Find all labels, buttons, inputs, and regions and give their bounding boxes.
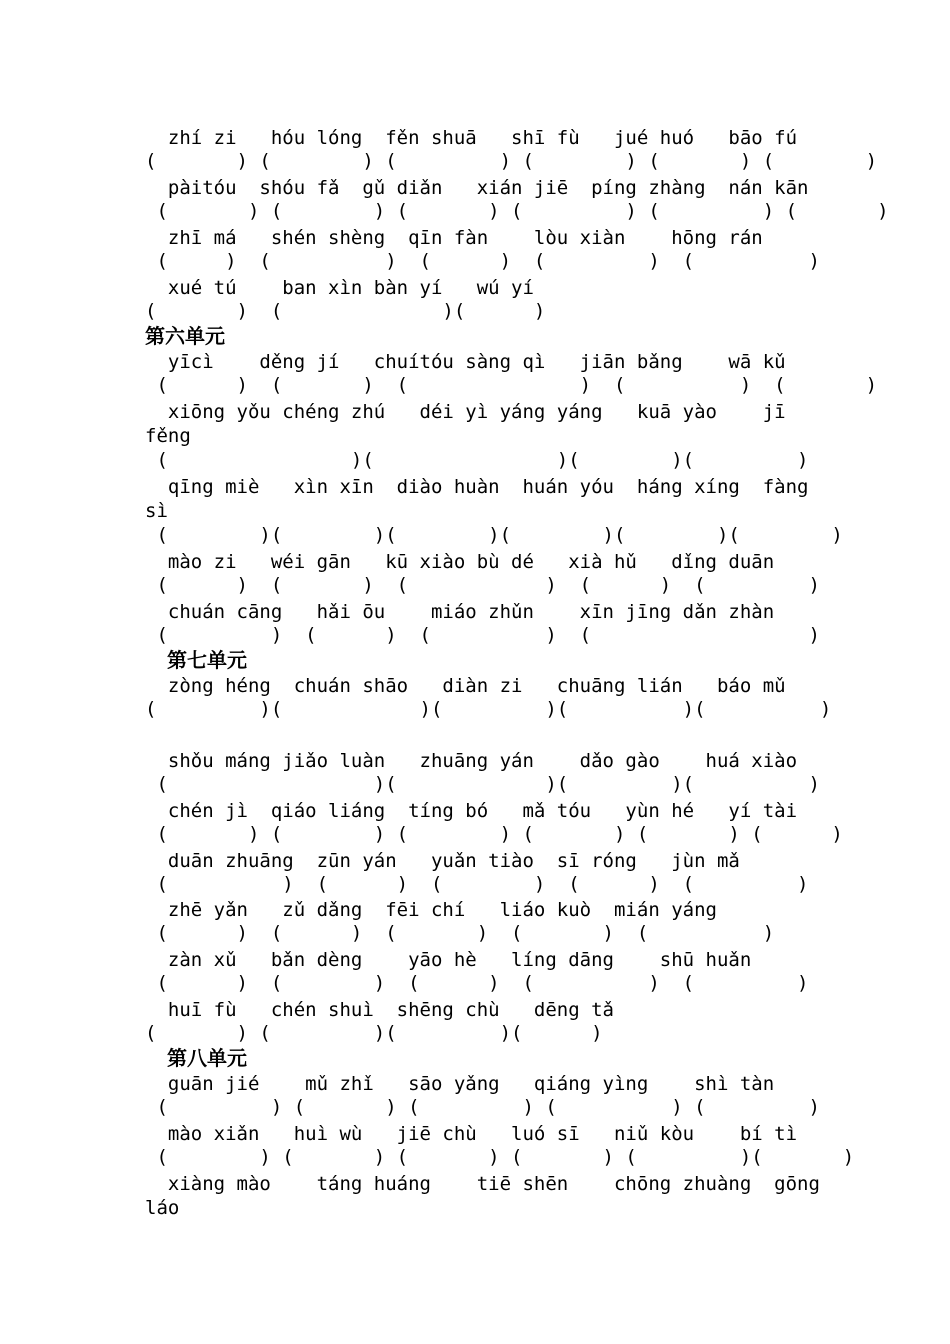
answer-brackets-line: ( ) ( ) ( ) ( ) ( )( ) (145, 1146, 855, 1168)
answer-brackets-line: ( ) ( ) ( ) ( ) ( ) (145, 1096, 820, 1118)
answer-brackets-line: ( )( )( )( )( )( ) (145, 524, 843, 546)
unit-heading: 第七单元 (167, 648, 247, 672)
answer-brackets-line: ( ) ( ) ( ) ( ) ( ) (145, 574, 820, 596)
unit-heading: 第八单元 (167, 1046, 247, 1070)
answer-brackets-line: ( )( )( )( ) (145, 773, 820, 795)
pinyin-line: pàitóu shóu fǎ gǔ diǎn xián jiē píng zhàng nán kān (145, 177, 809, 199)
answer-brackets-line: ( ) ( ) ( ) ( ) ( ) (145, 922, 775, 944)
answer-brackets-line: ( ) ( )( ) (145, 300, 546, 322)
pinyin-line-wrap: fěng (145, 425, 191, 447)
pinyin-line: zòng héng chuán shāo diàn zi chuāng lián báo mǔ (145, 675, 786, 697)
pinyin-line-wrap: sì (145, 500, 168, 522)
answer-brackets-line: ( ) ( ) ( ) ( ) ( ) (145, 972, 809, 994)
pinyin-line: zàn xǔ bǎn dèng yāo hè líng dāng shū huǎn (145, 949, 752, 971)
answer-brackets-line: ( ) ( ) ( ) ( ) ( ) (145, 374, 878, 396)
answer-brackets-line: ( ) ( ) ( ) ( ) ( ) (145, 250, 820, 272)
pinyin-line: yīcì děng jí chuítóu sàng qì jiān bǎng wā kǔ (145, 351, 786, 373)
answer-brackets-line: ( ) ( ) ( ) ( ) ( ) ( ) (145, 200, 889, 222)
pinyin-line: shǒu máng jiǎo luàn zhuāng yán dǎo gào huá xiào (145, 750, 798, 772)
answer-brackets-line: ( ) ( ) ( ) ( ) (145, 624, 820, 646)
pinyin-line: zhí zi hóu lóng fěn shuā shī fù jué huó bāo fú (145, 127, 798, 149)
answer-brackets-line: ( ) ( ) ( ) ( ) ( ) ( ) (145, 823, 843, 845)
pinyin-line: mào zi wéi gān kū xiào bù dé xià hǔ dǐng duān (145, 551, 775, 573)
answer-brackets-line: ( ) ( )( )( ) (145, 1022, 603, 1044)
answer-brackets-line: ( )( )( )( ) (145, 449, 809, 471)
pinyin-line: qīng miè xìn xīn diào huàn huán yóu háng xíng fàng (145, 476, 809, 498)
answer-brackets-line: ( ) ( ) ( ) ( ) ( ) ( ) (145, 150, 878, 172)
pinyin-line: mào xiǎn huì wù jiē chù luó sī niǔ kòu bí tì (145, 1123, 798, 1145)
pinyin-line: zhē yǎn zǔ dǎng fēi chí liáo kuò mián yáng (145, 899, 717, 921)
pinyin-line: xué tú ban xìn bàn yí wú yí (145, 277, 534, 299)
pinyin-line: xiàng mào táng huáng tiē shēn chōng zhuàng gōng (145, 1173, 820, 1195)
answer-brackets-line: ( )( )( )( )( ) (145, 698, 832, 720)
pinyin-line: zhī má shén shèng qīn fàn lòu xiàn hōng rán (145, 227, 763, 249)
pinyin-line: xiōng yǒu chéng zhú déi yì yáng yáng kuā yào jī (145, 401, 786, 423)
pinyin-line-wrap: láo (145, 1197, 180, 1219)
answer-brackets-line: ( ) ( ) ( ) ( ) ( ) (145, 873, 809, 895)
pinyin-line: chén jì qiáo liáng tíng bó mǎ tóu yùn hé yí tài (145, 800, 798, 822)
pinyin-line: guān jié mǔ zhǐ sāo yǎng qiáng yìng shì tàn (145, 1073, 775, 1095)
unit-heading: 第六单元 (145, 324, 225, 348)
pinyin-line: chuán cāng hǎi ōu miáo zhǔn xīn jīng dǎn zhàn (145, 601, 775, 623)
pinyin-line: huī fù chén shuì shēng chù dēng tǎ (145, 999, 614, 1021)
pinyin-line: duān zhuāng zūn yán yuǎn tiào sī róng jùn mǎ (145, 850, 740, 872)
